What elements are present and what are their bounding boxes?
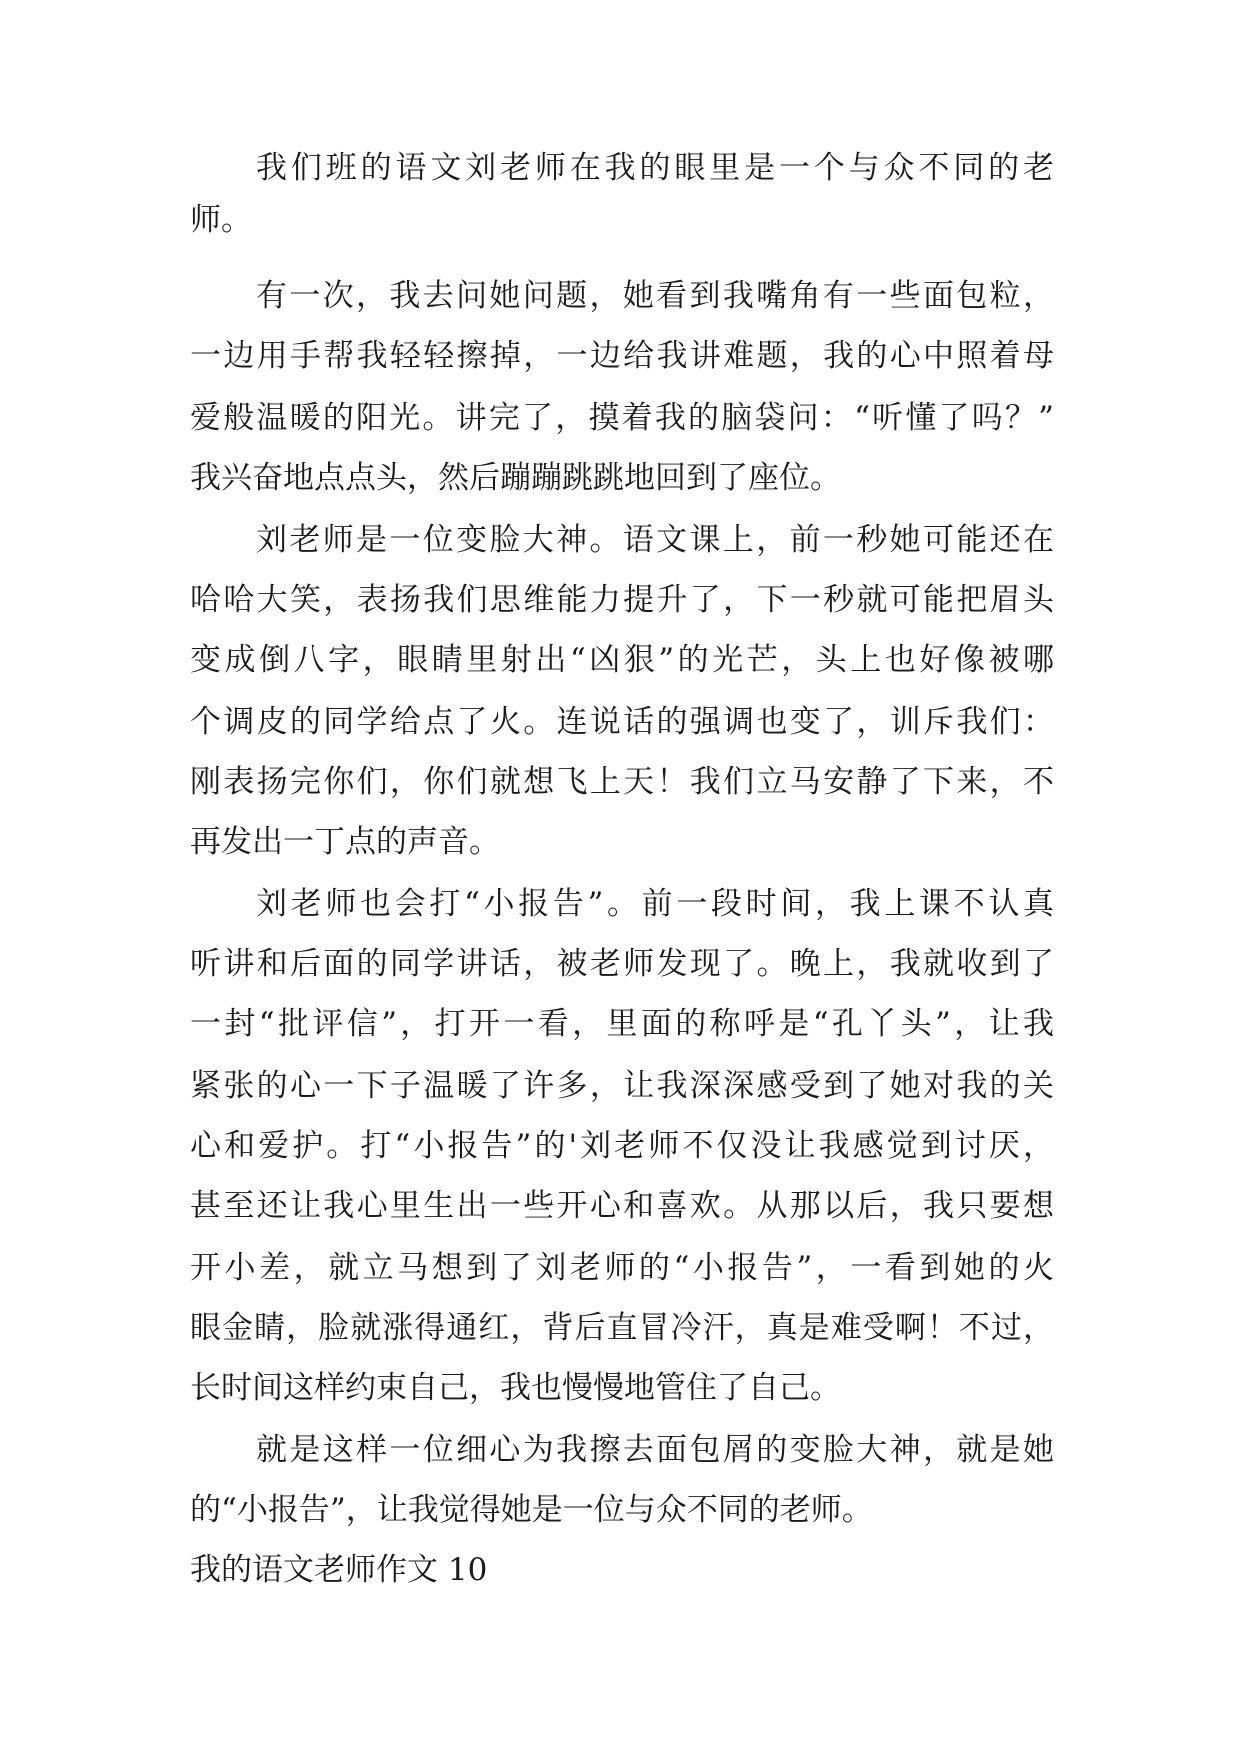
paragraph-line: 有一次，我去问她问题，她看到我嘴角有一些面包粒， [256, 278, 1054, 314]
paragraph-line: 爱般温暖的阳光。讲完了，摸着我的脑袋问：“听懂了吗？” [190, 400, 1054, 436]
paragraph-line: 一封“批评信”，打开一看，里面的称呼是“孔丫头”，让我 [190, 1006, 1054, 1042]
section-title: 我的语文老师作文 10 [190, 1552, 488, 1588]
paragraph-line: 个调皮的同学给点了火。连说话的强调也变了，训斥我们： [190, 704, 1054, 740]
paragraph-line: 刘老师也会打“小报告”。前一段时间，我上课不认真 [256, 886, 1054, 922]
paragraph-line: 紧张的心一下子温暖了许多，让我深深感受到了她对我的关 [190, 1068, 1054, 1104]
paragraph-line: 师。 [190, 202, 252, 238]
paragraph-line: 我兴奋地点点头，然后蹦蹦跳跳地回到了座位。 [190, 460, 841, 496]
paragraph-line: 就是这样一位细心为我擦去面包屑的变脸大神，就是她 [256, 1432, 1054, 1468]
paragraph-line: 哈哈大笑，表扬我们思维能力提升了，下一秒就可能把眉头 [190, 582, 1054, 618]
paragraph-line: 眼金睛，脸就涨得通红，背后直冒冷汗，真是难受啊！不过， [190, 1310, 1054, 1346]
paragraph-line: 长时间这样约束自己，我也慢慢地管住了自己。 [190, 1370, 841, 1406]
paragraph-line: 我们班的语文刘老师在我的眼里是一个与众不同的老 [256, 150, 1054, 186]
paragraph-line: 再发出一丁点的声音。 [190, 824, 500, 860]
paragraph-line: 的“小报告”，让我觉得她是一位与众不同的老师。 [190, 1492, 873, 1528]
paragraph-line: 变成倒八字，眼睛里射出“凶狠”的光芒，头上也好像被哪 [190, 642, 1054, 678]
paragraph-line: 开小差，就立马想到了刘老师的“小报告”，一看到她的火 [190, 1250, 1054, 1286]
paragraph-line: 甚至还让我心里生出一些开心和喜欢。从那以后，我只要想 [190, 1188, 1054, 1224]
paragraph-line: 刘老师是一位变脸大神。语文课上，前一秒她可能还在 [256, 522, 1054, 558]
paragraph-line: 一边用手帮我轻轻擦掉，一边给我讲难题，我的心中照着母 [190, 338, 1054, 374]
paragraph-line: 心和爱护。打“小报告”的'刘老师不仅没让我感觉到讨厌， [190, 1128, 1054, 1164]
paragraph-line: 听讲和后面的同学讲话，被老师发现了。晚上，我就收到了 [190, 946, 1054, 982]
paragraph-line: 刚表扬完你们，你们就想飞上天！我们立马安静了下来，不 [190, 764, 1054, 800]
